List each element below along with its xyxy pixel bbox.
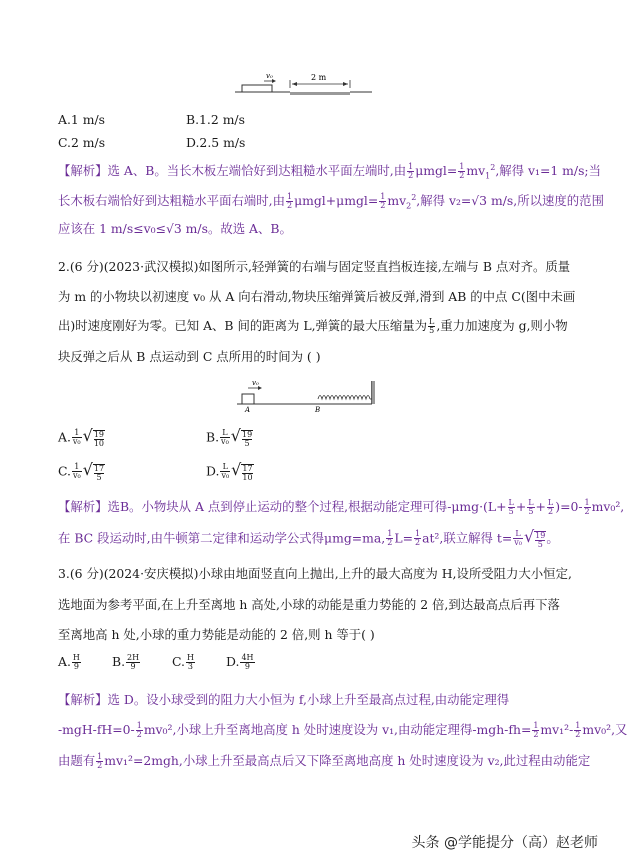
fig2-a-label: A [245, 406, 251, 414]
q2-line3: 出)时速度刚好为零。已知 A、B 间的距离为 L,弹簧的最大压缩量为 $\frac{L}{5}$ ,重力加速度为 g,则小物 [58, 317, 568, 335]
q3-option-a: A. $\frac{H}{9}$ [58, 653, 80, 671]
sol1-line2: 长木板右端恰好到达粗糙水平面右端时,由 $\frac{1}{2}$ μmgl+μmgl= $\frac{1}{2}$ $mv_2^2$,解得 v₂=√3 m/s,所以速度的范围 [58, 192, 604, 211]
q1-option-d: D.2.5 m/s [186, 135, 246, 150]
footer-watermark: 头条 @学能提分（高）赵老师 [411, 835, 598, 851]
q3-option-c: C. $\frac{H}{3}$ [172, 653, 194, 671]
fig2-b-label: B [315, 406, 321, 414]
sol1-line3: 应该在 1 m/s≤v₀≤√3 m/s。故选 A、B。 [58, 221, 292, 236]
q2-option-c: C. $\frac{1}{\text{v₀}}$ √ $\frac{17}{5}$ [58, 460, 105, 482]
q3-option-b: B. $\frac{2H}{9}$ [112, 653, 140, 671]
q3-option-d: D. $\frac{4H}{9}$ [226, 653, 254, 671]
q3-line2: 选地面为参考平面,在上升至离地 h 高处,小球的动能是重力势能的 2 倍,到达最高点后再下落 [58, 597, 560, 612]
fig1-dist-label: 2 m [311, 73, 327, 82]
q3-line1: 3.(6 分)(2024·安庆模拟)小球由地面竖直向上抛出,上升的最大高度为 H,设所受阻力大小恒定, [58, 566, 572, 581]
q2-line1: 2.(6 分)(2023·武汉模拟)如图所示,轻弹簧的右端与固定竖直挡板连接,左端与 B 点对齐。质量 [58, 259, 571, 274]
sol2-line1: 【解析】选B。小物块从 A 点到停止运动的整个过程,根据动能定理可得-μmg·(L+ $\frac{L}{5}$ + $\frac{L}{5}$ + $\frac{L}{2}$ )=0- $\frac{1}{2}$ mv₀², [58, 498, 625, 516]
sol3-line2: -mgH-fH=0- $\frac{1}{2}$ mv₀²,小球上升至离地高度 h 处时速度设为 v₁,由动能定理得-mgh-fh= $\frac{1}{2}$ mv₁²- $\frac{1}{2}$ mv₀²,又 [58, 721, 627, 739]
q2-option-a: A. $\frac{1}{\text{v₀}}$ √ $\frac{19}{10}$ [58, 426, 105, 448]
fig1-v-label: v₀ [266, 72, 273, 80]
q3-line3: 至离地高 h 处,小球的重力势能是动能的 2 倍,则 h 等于( ) [58, 627, 375, 642]
q1-option-a: A.1 m/s [58, 112, 105, 127]
q2-line4: 块反弹之后从 B 点运动到 C 点所用的时间为 ( ) [58, 349, 321, 364]
figure-board-diagram [230, 70, 380, 100]
sol2-line2: 在 BC 段运动时,由牛顿第二定律和运动学公式得μmg=ma, $\frac{1}{2}$ L= $\frac{1}{2}$ at²,联立解得 t= $\frac{L}{\text{v₀}}$ √ $\frac{19}{5}$。 [58, 527, 559, 549]
sol1-line1: 【解析】选 A、B。当长木板左端恰好到达粗糙水平面左端时,由 $\frac{1}{2}$ μmgl= $\frac{1}{2}$ $mv_1^2$,解得 v₁=1 m/s;当 [58, 162, 601, 181]
q1-option-c: C.2 m/s [58, 135, 106, 150]
figure-spring-diagram [232, 375, 380, 413]
sol3-line1: 【解析】选 D。设小球受到的阻力大小恒为 f,小球上升至最高点过程,由动能定理得 [58, 692, 510, 707]
q2-option-d: D. $\frac{L}{\text{v₀}}$ √ $\frac{17}{10}$ [206, 460, 253, 482]
q1-option-b: B.1.2 m/s [186, 112, 245, 127]
q2-option-b: B. $\frac{L}{\text{v₀}}$ √ $\frac{19}{5}$ [206, 426, 253, 448]
q2-line2: 为 m 的小物块以初速度 v₀ 从 A 向右滑动,物块压缩弹簧后被反弹,滑到 AB 的中点 C(图中未画 [58, 289, 576, 304]
fig2-v-label: v₀ [252, 379, 259, 387]
sol3-line3: 由题有 $\frac{1}{2}$ mv₁²=2mgh,小球上升至最高点后又下降至离地高度 h 处时速度设为 v₂,此过程由动能定 [58, 752, 591, 770]
